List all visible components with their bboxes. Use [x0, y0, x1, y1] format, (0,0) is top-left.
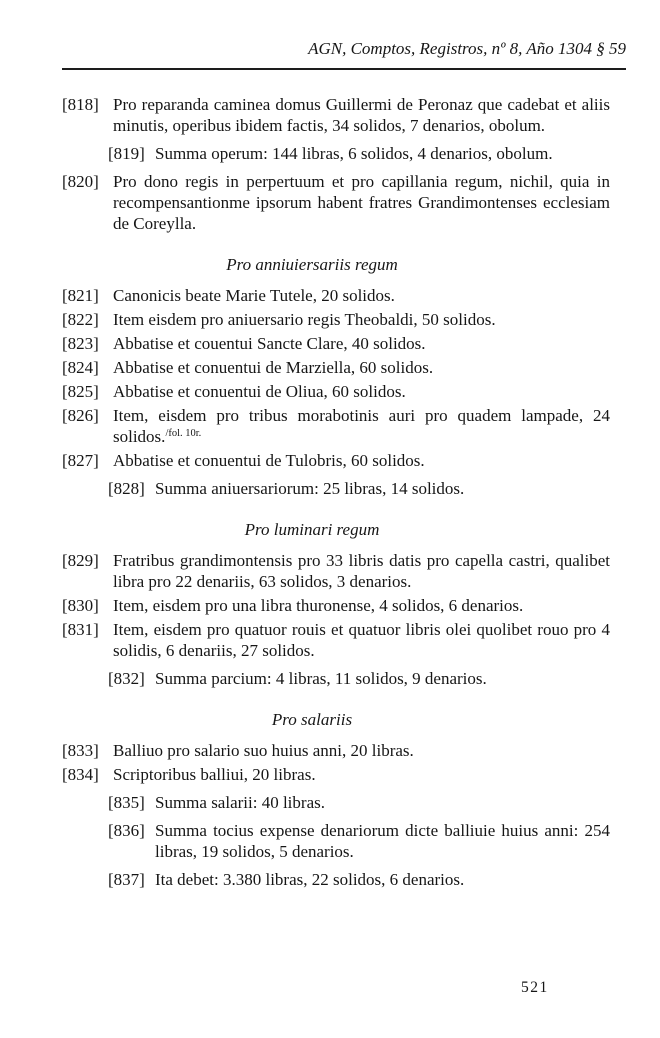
book-page	[0, 38, 660, 1038]
entry-835-summary	[108, 792, 610, 813]
entry-number: [837]	[108, 870, 145, 889]
entry-number: [831]	[62, 620, 99, 639]
entry-833	[62, 740, 610, 761]
entry-830	[62, 595, 610, 616]
entry-831	[62, 619, 610, 661]
section-operum	[62, 94, 610, 234]
entry-number: [835]	[108, 793, 145, 812]
entry-number: [828]	[108, 479, 145, 498]
entry-text: Summa salarii: 40 libras.	[155, 793, 325, 812]
entry-number: [818]	[62, 95, 99, 114]
entry-836-summary	[108, 820, 610, 862]
entry-text: Abbatise et couentui Sancte Clare, 40 solidos.	[113, 334, 426, 353]
entry-text: Fratribus grandimontensis pro 33 libris datis pro capella castri, qualibet libra pro 22 denariis, 63 solidos, 3 denarios.	[113, 551, 610, 591]
entry-number: [832]	[108, 669, 145, 688]
entry-number: [836]	[108, 821, 145, 840]
entry-text: Item, eisdem pro quatuor rouis et quatuor libris olei quolibet rouo pro 4 solidis, 6 denariis, 27 solidos.	[113, 620, 610, 660]
entry-834	[62, 764, 610, 785]
entry-text	[113, 405, 610, 447]
entry-number: [820]	[62, 172, 99, 191]
entry-text: Summa tocius expense denariorum dicte balliuie huius anni: 254 libras, 19 solidos, 5 denarios.	[155, 821, 610, 861]
entry-text: Item, eisdem pro una libra thuronense, 4 solidos, 6 denarios.	[113, 596, 524, 615]
entry-828-summary	[108, 478, 610, 499]
entry-text: Abbatise et conuentui de Marziella, 60 solidos.	[113, 358, 434, 377]
section-heading: Pro luminari regum	[244, 520, 380, 539]
entry-text: Abbatise et conuentui de Oliua, 60 solidos.	[113, 382, 406, 401]
section-salariis	[62, 709, 610, 890]
entry-text: Balliuo pro salario suo huius anni, 20 libras.	[113, 741, 414, 760]
entry-832-summary	[108, 668, 610, 689]
entry-text: Scriptoribus balliui, 20 libras.	[113, 765, 316, 784]
entry-827	[62, 450, 610, 471]
entry-826	[62, 405, 610, 447]
entry-text: Ita debet: 3.380 libras, 22 solidos, 6 denarios.	[155, 870, 465, 889]
entry-number: [821]	[62, 286, 99, 305]
section-heading: Pro salariis	[271, 710, 353, 729]
entry-number: [824]	[62, 358, 99, 377]
entry-number: [822]	[62, 310, 99, 329]
entry-number: [833]	[62, 741, 99, 760]
entry-819-summary	[108, 143, 610, 164]
folio-note: /fol. 10r.	[165, 428, 202, 439]
entry-text: Item eisdem pro aniuersario regis Theobaldi, 50 solidos.	[113, 310, 496, 329]
entry-text: Pro reparanda caminea domus Guillermi de Peronaz que cadebat et aliis minutis, operibus ibidem factis, 34 solidos, 7 denarios, obolum.	[113, 95, 610, 135]
entry-822	[62, 309, 610, 330]
section-anniuiersariis	[62, 254, 610, 499]
entry-number: [826]	[62, 406, 99, 425]
entry-text: Abbatise et conuentui de Tulobris, 60 solidos.	[113, 451, 425, 470]
entry-text: Summa operum: 144 libras, 6 solidos, 4 denarios, obolum.	[155, 144, 553, 163]
entry-text: Canonicis beate Marie Tutele, 20 solidos.	[113, 286, 395, 305]
running-header: AGN, Comptos, Registros, nº 8, Año 1304 § 59	[62, 38, 626, 70]
document-body	[62, 94, 610, 890]
entry-824	[62, 357, 610, 378]
entry-number: [825]	[62, 382, 99, 401]
entry-820	[62, 171, 610, 234]
entry-number: [823]	[62, 334, 99, 353]
entry-number: [819]	[108, 144, 145, 163]
entry-837-summary	[108, 869, 610, 890]
entry-text: Summa parcium: 4 libras, 11 solidos, 9 denarios.	[155, 669, 487, 688]
entry-number: [834]	[62, 765, 99, 784]
entry-text-main: Item, eisdem pro tribus morabotinis auri pro quadem lampade, 24 solidos.	[113, 406, 610, 446]
entry-number: [827]	[62, 451, 99, 470]
entry-number: [830]	[62, 596, 99, 615]
entry-number: [829]	[62, 551, 99, 570]
page-number: 521	[521, 979, 549, 996]
entry-821	[62, 285, 610, 306]
section-luminari	[62, 519, 610, 689]
entry-text: Summa aniuersariorum: 25 libras, 14 solidos.	[155, 479, 465, 498]
entry-823	[62, 333, 610, 354]
entry-text: Pro dono regis in perpertuum et pro capillania regum, nichil, quia in recompensantionme ipsorum habent fratres Grandimontenses ecclesiam de Coreylla.	[113, 172, 610, 233]
section-heading: Pro anniuiersariis regum	[226, 255, 398, 274]
entry-818	[62, 94, 610, 136]
entry-825	[62, 381, 610, 402]
entry-829	[62, 550, 610, 592]
